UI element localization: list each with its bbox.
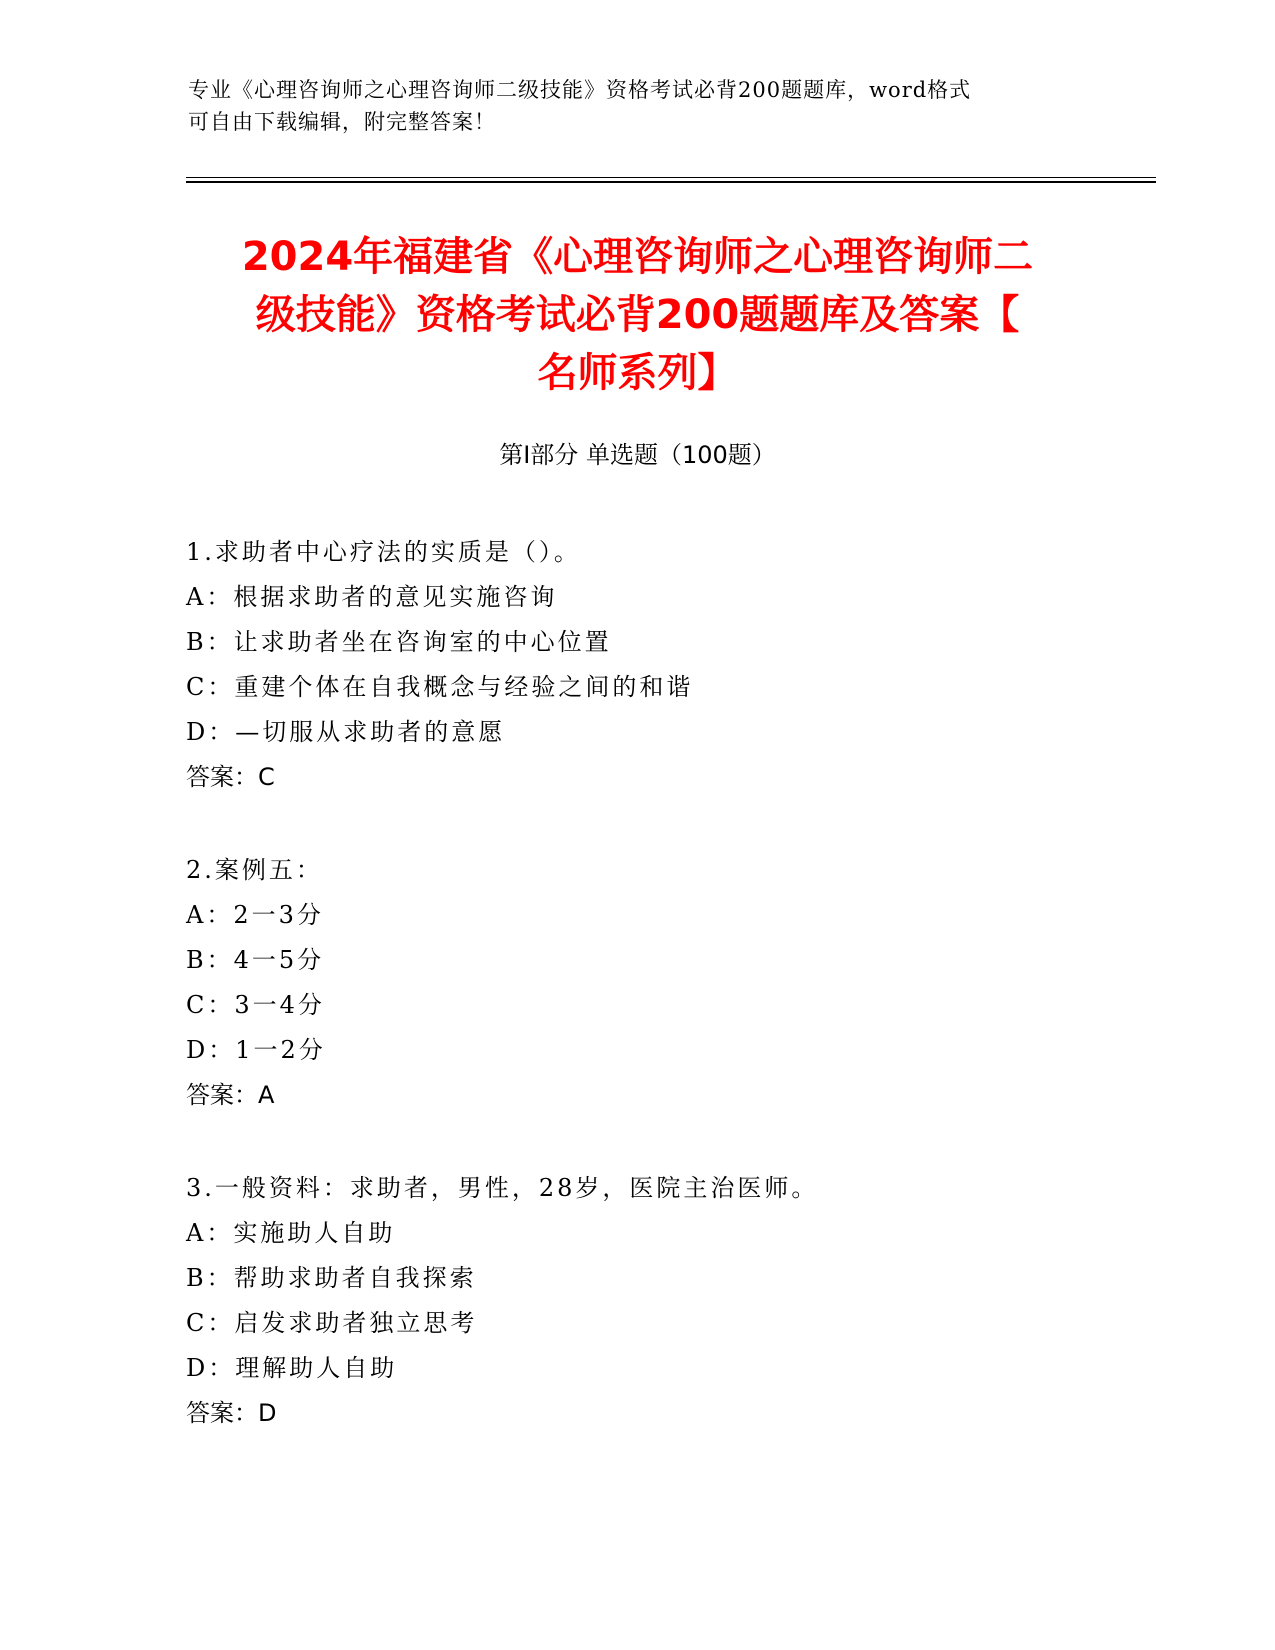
title-line-1: 2024年福建省《心理咨询师之心理咨询师二 <box>241 234 1034 280</box>
question-stem: 3.一般资料：求助者，男性，28岁，医院主治医师。 <box>186 1174 819 1202</box>
option-b: B：让求助者坐在咨询室的中心位置 <box>186 628 612 656</box>
question-3 <box>186 1166 1146 1436</box>
section-heading: 第I部分 单选题（100题） <box>499 441 776 469</box>
option-c: C：启发求助者独立思考 <box>186 1309 478 1337</box>
header-divider-thin <box>186 177 1156 178</box>
answer: 答案：C <box>186 763 275 791</box>
header-divider-thick <box>186 181 1156 183</box>
option-c: C：3一4分 <box>186 991 325 1019</box>
intro-line-1: 专业《心理咨询师之心理咨询师二级技能》资格考试必背200题题库，word格式 <box>188 78 972 102</box>
option-a: A：根据求助者的意见实施咨询 <box>186 583 558 611</box>
option-a: A：实施助人自助 <box>186 1219 396 1247</box>
title-line-2: 级技能》资格考试必背200题题库及答案【 <box>255 292 1020 338</box>
document-title <box>150 228 1125 402</box>
option-d: D：—切服从求助者的意愿 <box>186 718 506 746</box>
question-stem: 1.求助者中心疗法的实质是（）。 <box>186 538 581 566</box>
option-a: A：2一3分 <box>186 901 324 929</box>
title-line-3: 名师系列】 <box>537 350 738 396</box>
question-list <box>186 530 1146 1484</box>
option-d: D：理解助人自助 <box>186 1354 398 1382</box>
option-b: B：帮助求助者自我探索 <box>186 1264 477 1292</box>
answer: 答案：D <box>186 1399 277 1427</box>
question-stem: 2.案例五： <box>186 856 323 884</box>
question-2 <box>186 848 1146 1118</box>
document-intro <box>188 74 1068 138</box>
option-b: B：4一5分 <box>186 946 325 974</box>
intro-line-2: 可自由下载编辑，附完整答案！ <box>188 110 496 134</box>
question-1 <box>186 530 1146 800</box>
option-c: C：重建个体在自我概念与经验之间的和谐 <box>186 673 694 701</box>
answer: 答案：A <box>186 1081 275 1109</box>
option-d: D：1一2分 <box>186 1036 326 1064</box>
